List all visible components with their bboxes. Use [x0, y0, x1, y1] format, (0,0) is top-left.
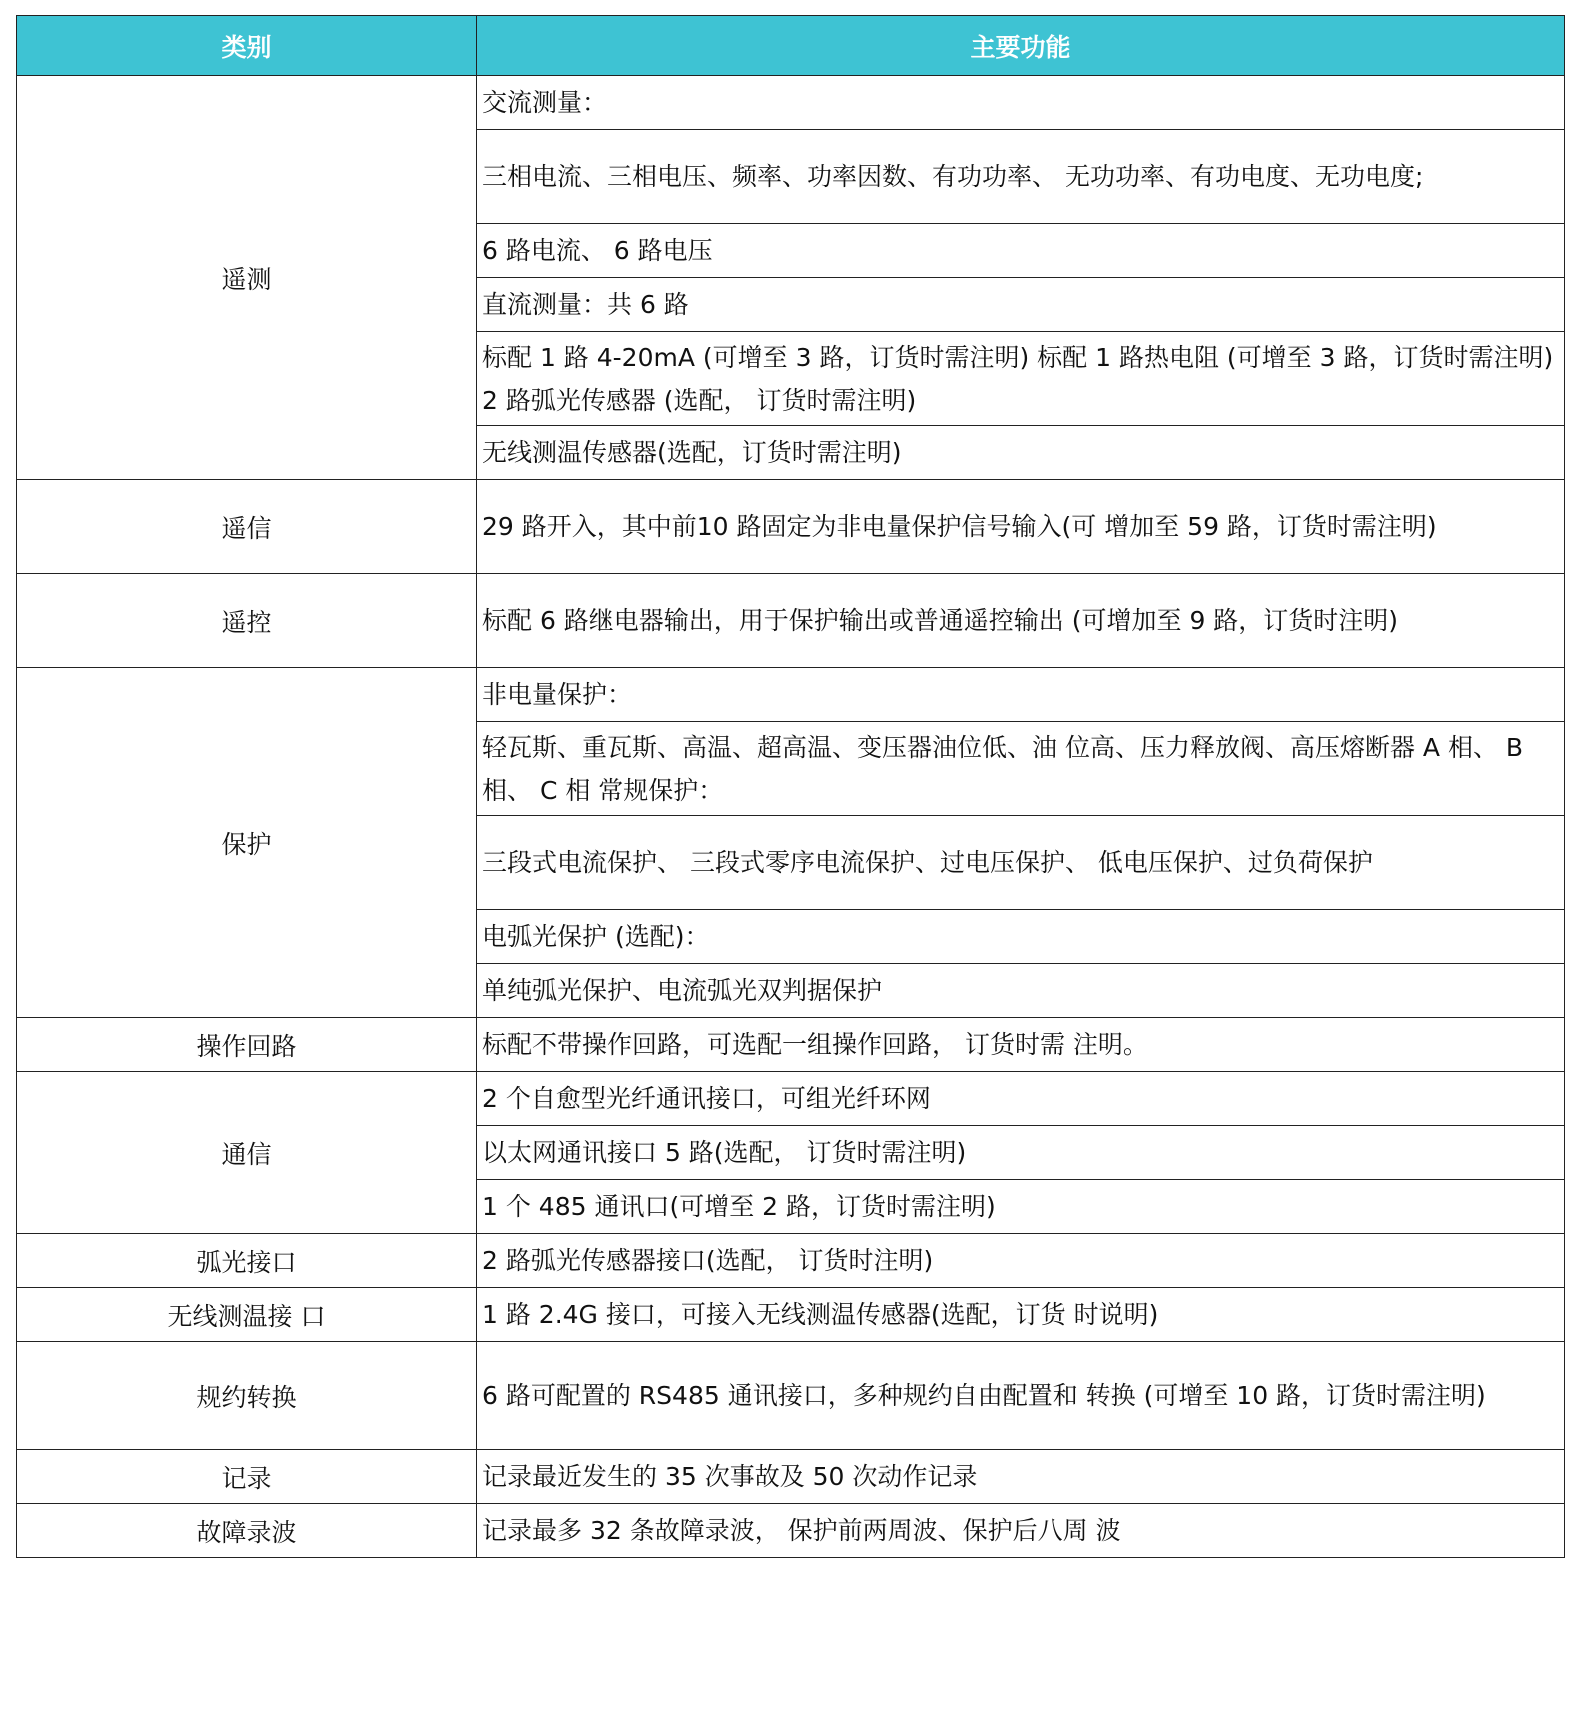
table-row [17, 1450, 1565, 1504]
category-cell: 弧光接口 [17, 1234, 477, 1288]
category-cell: 遥控 [17, 574, 477, 668]
feature-cell: 非电量保护： [477, 668, 1565, 722]
feature-cell: 记录最多 32 条故障录波， 保护前两周波、保护后八周 波 [477, 1504, 1565, 1558]
feature-cell: 标配 1 路 4-20mA (可增至 3 路，订货时需注明) 标配 1 路热电阻 (可增至 3 路，订货时需注明) 2 路弧光传感器 (选配， 订货时需注明) [477, 332, 1565, 426]
header-row [17, 16, 1565, 76]
feature-cell: 轻瓦斯、重瓦斯、高温、超高温、变压器油位低、油 位高、压力释放阀、高压熔断器 A 相、 B 相、 C 相 常规保护： [477, 722, 1565, 816]
feature-cell: 标配 6 路继电器输出，用于保护输出或普通遥控输出 (可增加至 9 路，订货时注明) [477, 574, 1565, 668]
category-cell: 通信 [17, 1072, 477, 1234]
header-category: 类别 [17, 16, 477, 76]
feature-cell: 三相电流、三相电压、频率、功率因数、有功功率、 无功功率、有功电度、无功电度; [477, 130, 1565, 224]
category-cell: 遥信 [17, 480, 477, 574]
feature-cell: 2 个自愈型光纤通讯接口，可组光纤环网 [477, 1072, 1565, 1126]
feature-cell: 2 路弧光传感器接口(选配， 订货时注明) [477, 1234, 1565, 1288]
header-features: 主要功能 [477, 16, 1565, 76]
feature-cell: 6 路电流、 6 路电压 [477, 224, 1565, 278]
category-cell: 规约转换 [17, 1342, 477, 1450]
category-cell: 无线测温接 口 [17, 1288, 477, 1342]
category-cell: 记录 [17, 1450, 477, 1504]
feature-cell: 三段式电流保护、 三段式零序电流保护、过电压保护、 低电压保护、过负荷保护 [477, 816, 1565, 910]
feature-cell: 单纯弧光保护、电流弧光双判据保护 [477, 964, 1565, 1018]
table-row [17, 1072, 1565, 1126]
category-cell: 故障录波 [17, 1504, 477, 1558]
spec-table [16, 15, 1565, 1558]
table-row [17, 1018, 1565, 1072]
table-row [17, 480, 1565, 574]
table-body [17, 76, 1565, 1558]
feature-cell: 直流测量：共 6 路 [477, 278, 1565, 332]
feature-cell: 以太网通讯接口 5 路(选配， 订货时需注明) [477, 1126, 1565, 1180]
feature-cell: 29 路开入，其中前10 路固定为非电量保护信号输入(可 增加至 59 路，订货时需注明) [477, 480, 1565, 574]
feature-cell: 标配不带操作回路，可选配一组操作回路， 订货时需 注明。 [477, 1018, 1565, 1072]
feature-cell: 1 个 485 通讯口(可增至 2 路，订货时需注明) [477, 1180, 1565, 1234]
feature-cell: 1 路 2.4G 接口，可接入无线测温传感器(选配，订货 时说明) [477, 1288, 1565, 1342]
feature-cell: 记录最近发生的 35 次事故及 50 次动作记录 [477, 1450, 1565, 1504]
category-cell: 操作回路 [17, 1018, 477, 1072]
table-row [17, 1234, 1565, 1288]
category-cell: 保护 [17, 668, 477, 1018]
feature-cell: 无线测温传感器(选配，订货时需注明) [477, 426, 1565, 480]
feature-cell: 电弧光保护 (选配)： [477, 910, 1565, 964]
table-row [17, 574, 1565, 668]
table-row [17, 668, 1565, 722]
table-row [17, 76, 1565, 130]
table-row [17, 1342, 1565, 1450]
table-row [17, 1288, 1565, 1342]
table-row [17, 1504, 1565, 1558]
feature-cell: 6 路可配置的 RS485 通讯接口，多种规约自由配置和 转换 (可增至 10 路，订货时需注明) [477, 1342, 1565, 1450]
feature-cell: 交流测量： [477, 76, 1565, 130]
category-cell: 遥测 [17, 76, 477, 480]
